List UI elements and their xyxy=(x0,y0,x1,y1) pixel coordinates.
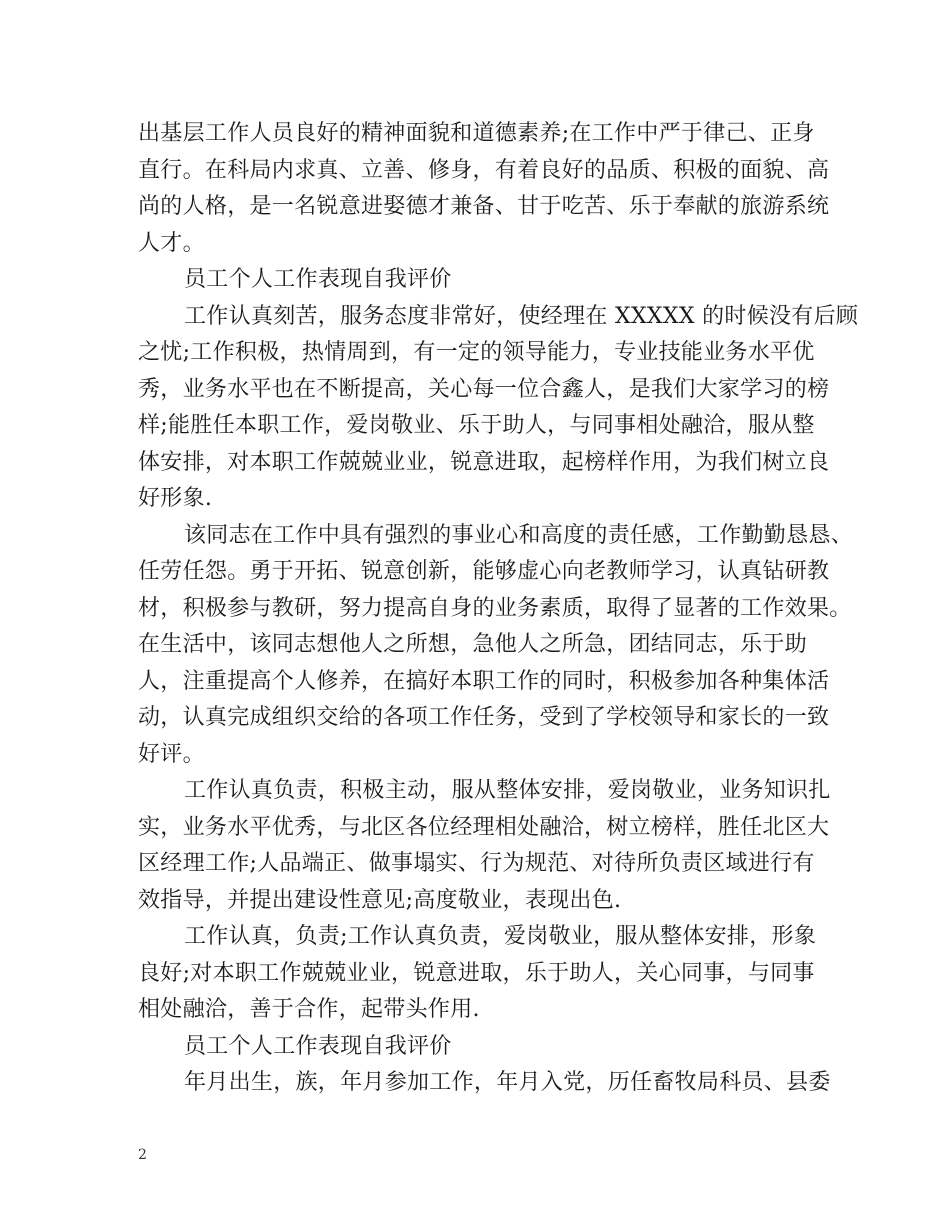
text-line: 直行。在科局内求真、立善、修身，有着良好的品质、积极的面貌、高 xyxy=(138,157,830,183)
document-body xyxy=(138,116,859,1102)
text-line: 员工个人工作表现自我评价 xyxy=(184,267,452,292)
text-line: 良好;对本职工作兢兢业业，锐意进取，乐于助人，关心同事，与同事 xyxy=(138,960,815,986)
text-line: 人，注重提高个人修养，在搞好本职工作的同时，积极参加各种集体活 xyxy=(138,668,830,694)
text-line: 之忧;工作积极，热情周到，有一定的领导能力，专业技能业务水平优 xyxy=(138,340,815,365)
text-line: 尚的人格，是一名锐意进娶德才兼备、甘于吃苦、乐于奉献的旅游系统 xyxy=(138,194,830,219)
text-line: 好形象. xyxy=(138,486,213,511)
text-line: 区经理工作;人品端正、做事塌实、行为规范、对待所负责区域进行有 xyxy=(138,851,815,876)
text-line: 相处融洽，善于合作，起带头作用. xyxy=(138,997,480,1022)
paragraph xyxy=(138,299,859,518)
text-line: 年月出生，族，年月参加工作，年月入党，历任畜牧局科员、县委 xyxy=(184,1070,831,1095)
paragraph xyxy=(138,1029,828,1066)
text-line: 材，积极参与教研，努力提高自身的业务素质，取得了显著的工作效果。 xyxy=(138,595,852,621)
paragraph xyxy=(138,1065,831,1102)
paragraph xyxy=(138,116,828,262)
text-line: 工作认真，负责;工作认真负责，爱岗敬业，服从整体安排，形象 xyxy=(184,924,817,949)
text-line: 体安排，对本职工作兢兢业业，锐意进取，起榜样作用，为我们树立良 xyxy=(138,449,830,475)
text-line: 任劳任怨。勇于开拓、锐意创新，能够虚心向老教师学习，认真钻研教 xyxy=(138,559,830,584)
paragraph xyxy=(138,262,828,299)
paragraph xyxy=(138,919,828,1029)
text-line: 动，认真完成组织交给的各项工作任务，受到了学校领导和家长的一致 xyxy=(138,705,830,730)
paragraph xyxy=(138,773,831,919)
text-line: 在生活中，该同志想他人之所想，急他人之所急，团结同志，乐于助 xyxy=(138,632,808,657)
text-line: 秀，业务水平也在不断提高，关心每一位合鑫人，是我们大家学习的榜 xyxy=(138,376,830,402)
text-line: 员工个人工作表现自我评价 xyxy=(184,1033,452,1059)
text-line: 实，业务水平优秀，与北区各位经理相处融洽，树立榜样，胜任北区大 xyxy=(138,814,830,840)
text-line: 出基层工作人员良好的精神面貌和道德素养;在工作中严于律己、正身 xyxy=(138,121,815,146)
text-line: 工作认真负责，积极主动，服从整体安排，爱岗敬业，业务知识扎 xyxy=(184,778,831,803)
paragraph xyxy=(138,518,854,774)
text-line: 人才。 xyxy=(138,230,205,256)
page-number: 2 xyxy=(138,1147,147,1163)
text-line: 样;能胜任本职工作，爱岗敬业、乐于助人，与同事相处融洽，服从整 xyxy=(138,413,815,438)
text-line: 该同志在工作中具有强烈的事业心和高度的责任感，工作勤勤恳恳、 xyxy=(184,522,854,548)
text-line: 好评。 xyxy=(138,741,205,767)
text-line: 效指导，并提出建设性意见;高度敬业，表现出色. xyxy=(138,887,622,913)
text-line: 工作认真刻苦，服务态度非常好，使经理在 XXXXX 的时候没有后顾 xyxy=(184,303,859,329)
